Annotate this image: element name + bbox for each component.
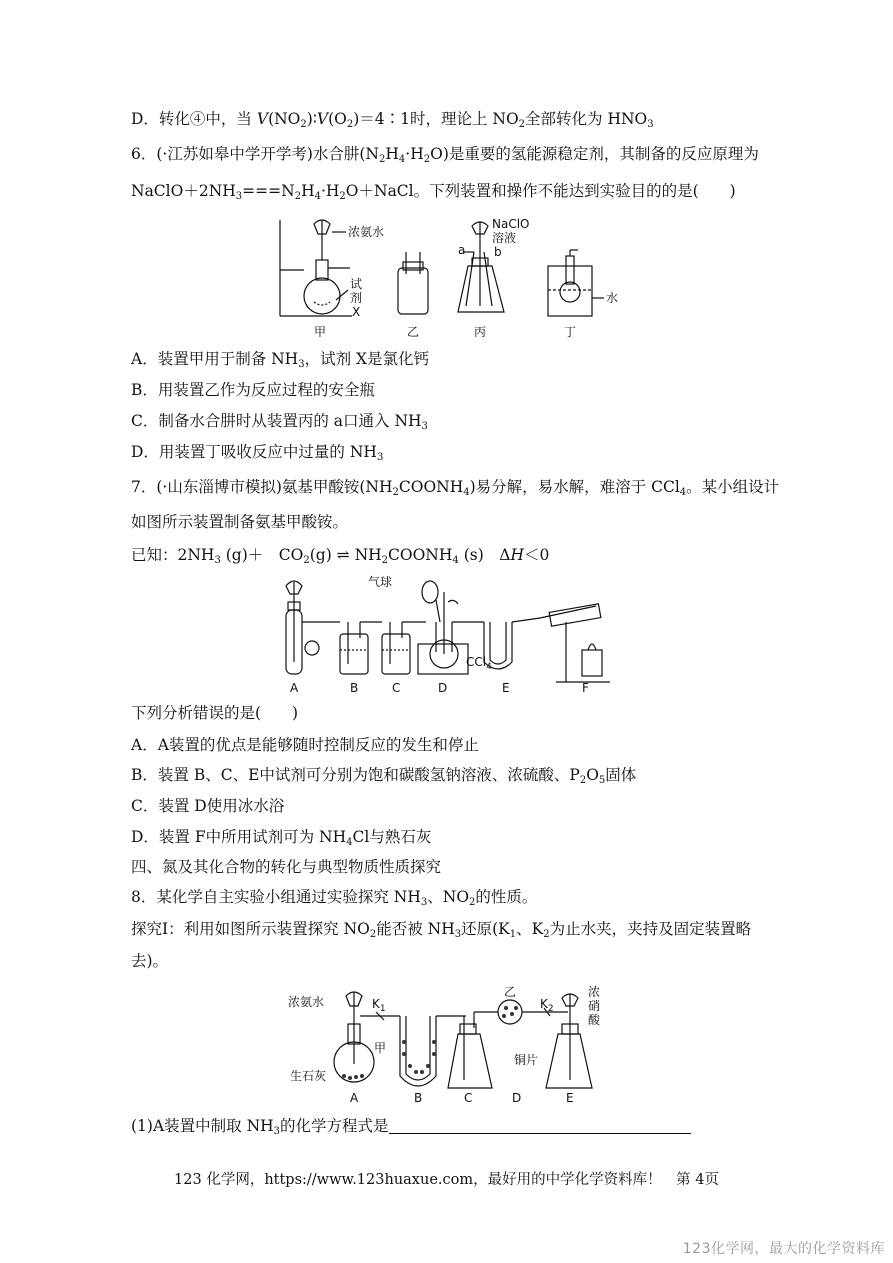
fig6-label-water: 水 xyxy=(606,291,619,305)
fig6-caption-yi: 乙 xyxy=(407,325,420,339)
fig8-label-lime: 生石灰 xyxy=(290,1069,327,1083)
fig7-caption-b: B xyxy=(350,681,359,695)
fig6-label-a: a xyxy=(458,243,466,257)
fig8-caption-c: C xyxy=(464,1091,473,1105)
q8-explore-line2: 去)。 xyxy=(131,952,169,970)
fig8-label-k2: $K_2$ xyxy=(540,997,554,1014)
fig8-label-k1: $K_1$ xyxy=(372,997,386,1014)
q7-known-equation: 已知：$2NH_3$ (g)＋ $CO_2(g)$ ⇌ $NH_2COONH_4$ (s) ΔH＜0 xyxy=(131,546,550,566)
q7-stem-line2: 如图所示装置制备氨基甲酸铵。 xyxy=(131,513,349,531)
fig7-caption-d: D xyxy=(438,681,448,695)
q7-apparatus-figure xyxy=(270,572,620,698)
fig8-label-conc-1: 浓 xyxy=(588,985,601,999)
fig7-caption-e: E xyxy=(502,681,510,695)
q6-stem-line2: $NaClO+2NH_3===N_2H_4\cdot H_2O+NaCl$。下列装置和操作不能达到实验目的的是( ) xyxy=(131,182,736,202)
section-heading: 四、氮及其化合物的转化与典型物质性质探究 xyxy=(131,858,442,876)
q6-apparatus-figure xyxy=(270,212,619,342)
fig6-label-ammonia: 浓氨水 xyxy=(348,225,385,239)
fig8-label-copper: 铜片 xyxy=(514,1053,539,1067)
q8-stem: 8．某化学自主实验小组通过实验探究 $NH_3$、$NO_2$的性质。 xyxy=(131,888,538,908)
q7-stem-line1: 7．(·山东淄博市模拟)氨基甲酸铵$(NH_2COONH_4)$易分解，易水解，难溶于 CCl$_4$。某小组设计 xyxy=(131,478,780,498)
q6-option-b: B．用装置乙作为反应过程的安全瓶 xyxy=(131,381,375,399)
q7-question: 下列分析错误的是( ) xyxy=(131,704,299,722)
fig8-label-jia: 甲 xyxy=(374,1041,387,1055)
q6-stem-line1: 6．(·江苏如皋中学开学考)水合肼$(N_2H_4\cdot H_2O)$是重要的氢能源稳定剂，其制备的反应原理为 xyxy=(131,145,759,165)
fig6-label-naclo: NaClO xyxy=(492,217,530,231)
fig8-label-conc-3: 酸 xyxy=(588,1013,601,1027)
q6-option-a: A．装置甲用于制备 $NH_3$，试剂 X是氯化钙 xyxy=(131,350,430,370)
q7-option-b: B．装置 B、C、E中试剂可分别为饱和碳酸氢钠溶液、浓硫酸、$P_2O_5$固体 xyxy=(131,766,637,786)
fig8-label-yi: 乙 xyxy=(504,985,517,999)
answer-blank[interactable] xyxy=(389,1117,691,1134)
fig6-label-reagent-2: 剂 xyxy=(350,291,363,305)
page-footer: 123 化学网，https://www.123huaxue.com，最好用的中学化学资料库！ 第 4页 xyxy=(174,1172,719,1188)
fig7-caption-f: F xyxy=(582,681,589,695)
fig6-caption-bing: 丙 xyxy=(474,325,487,339)
q7-option-a: A．A装置的优点是能够随时控制反应的发生和停止 xyxy=(131,736,479,754)
fig8-label-conc-2: 硝 xyxy=(588,999,601,1013)
q7-option-d: D．装置 F中所用试剂可为 $NH_4Cl$与熟石灰 xyxy=(131,828,432,848)
q8-apparatus-figure xyxy=(288,984,638,1104)
fig6-label-reagent-1: 试 xyxy=(350,277,363,291)
fig8-caption-a: A xyxy=(350,1091,359,1105)
fig7-caption-c: C xyxy=(392,681,401,695)
q8-explore-line1: 探究Ⅰ：利用如图所示装置探究 $NO_2$能否被 $NH_3$还原($K_1$、$K_2$为止水夹，夹持及固定装置略 xyxy=(131,920,752,940)
fig6-label-b: b xyxy=(494,245,502,259)
fig7-caption-a: A xyxy=(290,681,299,695)
watermark: 123化学网，最大的化学资料库 xyxy=(682,1241,885,1257)
q6-option-d: D．用装置丁吸收反应中过量的 $NH_3$ xyxy=(131,443,384,463)
fig8-caption-e: E xyxy=(566,1091,574,1105)
q6-option-c: C．制备水合肼时从装置丙的 a口通入 $NH_3$ xyxy=(131,412,428,432)
fig7-label-balloon: 气球 xyxy=(368,575,393,589)
fig6-caption-jia: 甲 xyxy=(314,325,327,339)
fig6-caption-ding: 丁 xyxy=(564,325,577,339)
fig6-label-x: X xyxy=(352,305,361,319)
q8-subquestion-1: (1)A装置中制取 $NH_3$的化学方程式是 xyxy=(131,1115,691,1137)
fig7-label-ccl4: CCl$_4$ xyxy=(466,655,492,672)
q7-option-c: C．装置 D使用冰水浴 xyxy=(131,797,285,815)
fig8-label-ammonia: 浓氨水 xyxy=(288,995,325,1009)
fig6-label-solution: 溶液 xyxy=(492,231,517,245)
fig8-caption-d: D xyxy=(512,1091,522,1105)
fig8-caption-b: B xyxy=(414,1091,423,1105)
q5-option-d: D．转化④中，当 $V(NO_2)∶V(O_2)=4∶1$时，理论上 $NO_2$全部转化为 $HNO_3$ xyxy=(131,110,654,130)
